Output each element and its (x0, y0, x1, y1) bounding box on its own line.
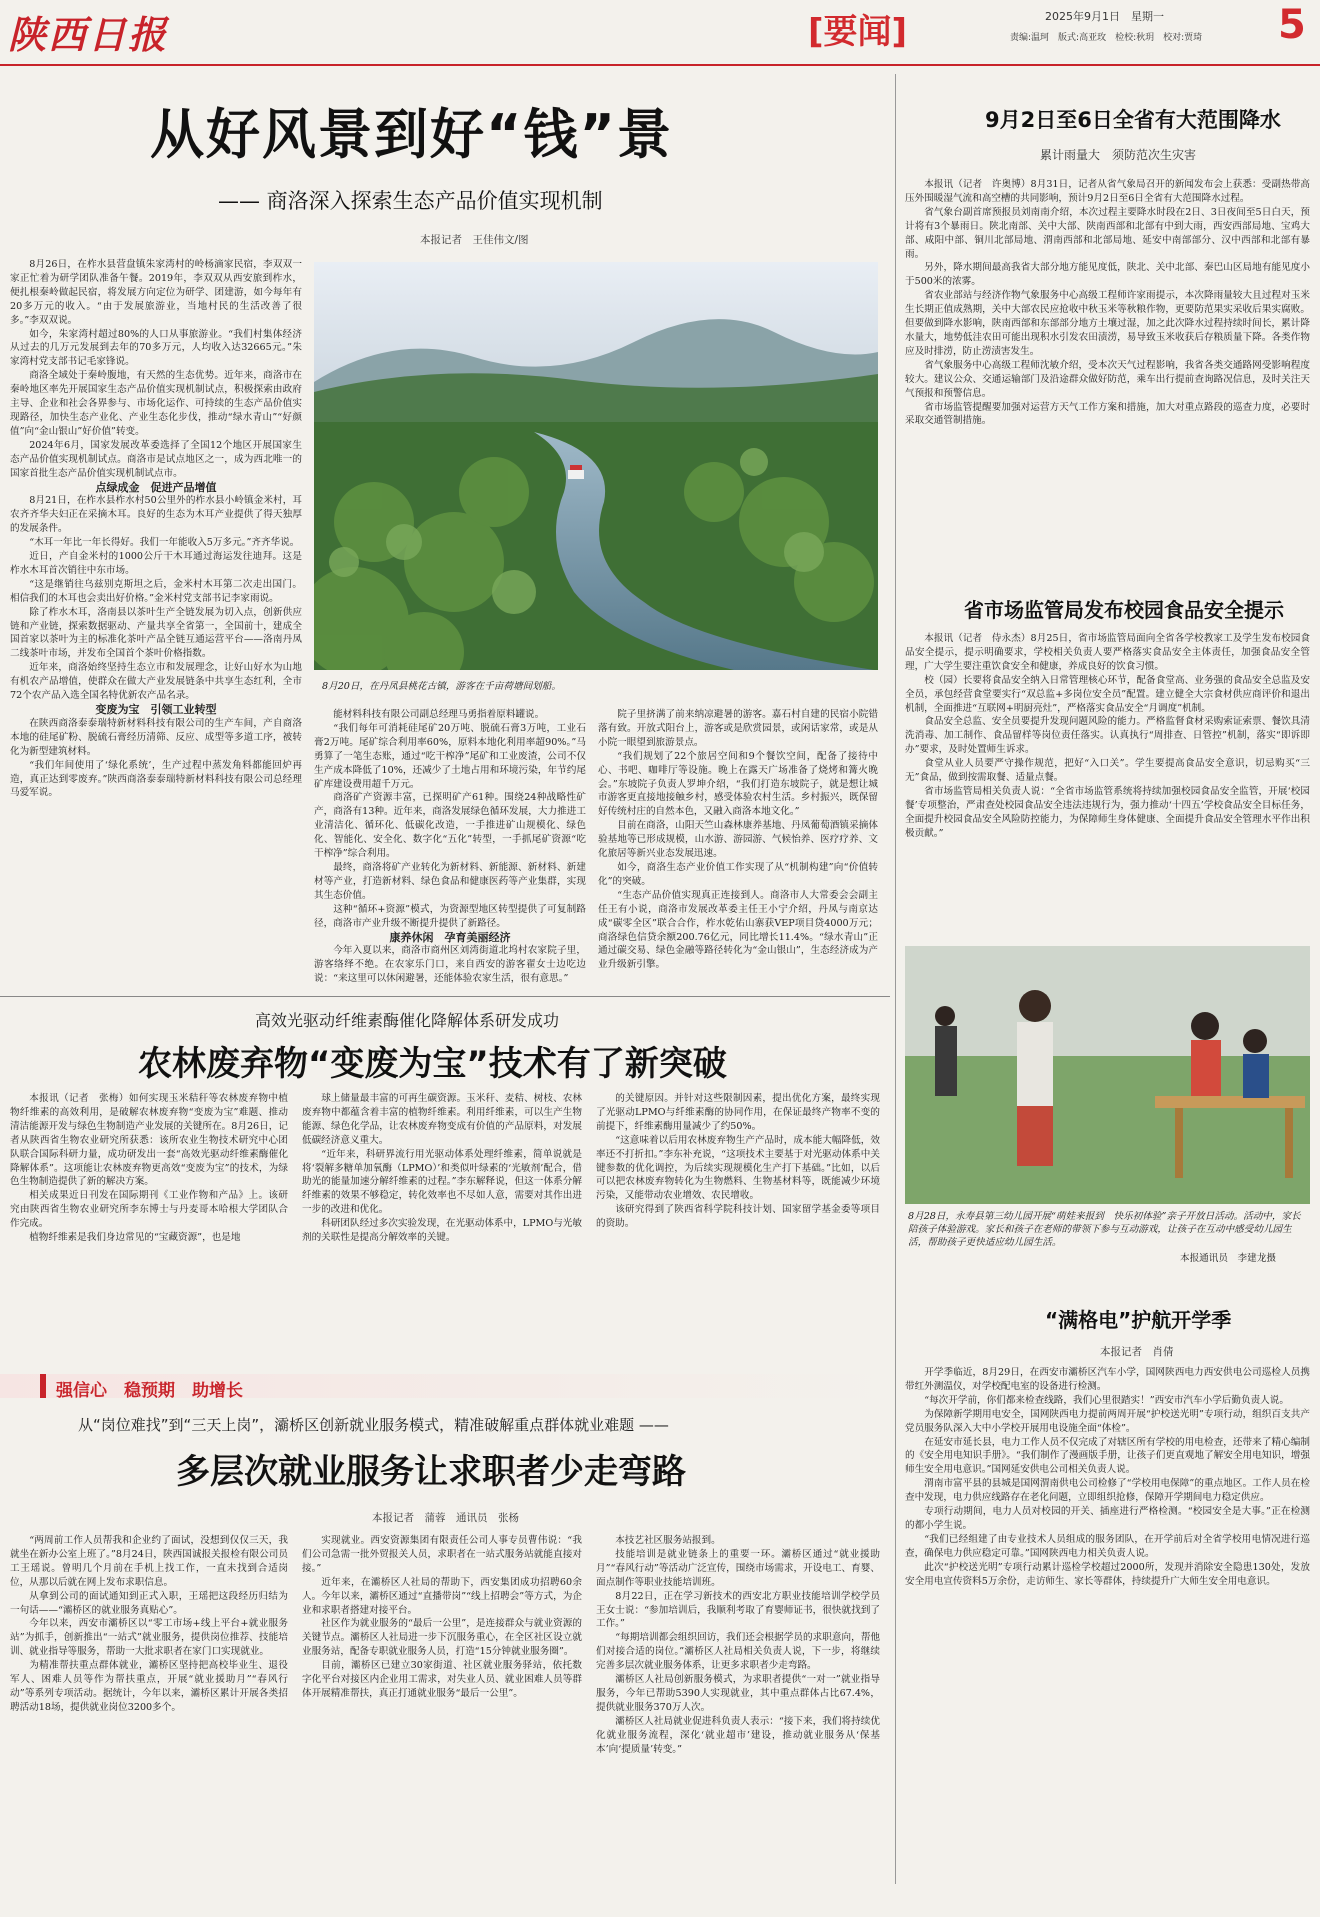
para: 商洛全域处于秦岭腹地，有天然的生态优势。近年来，商洛市在秦岭地区率先开展国家生态产品价值实现机制试点，积极探索由政府主导、企业和社会各界参与、市场化运作、可持续的生态产品价值实现路径，加快生态产业化、产业生态化步伐，推动“绿水青山”“好颜值”向“金山银山”好价值”转变。 (10, 370, 302, 437)
weather-subheadline: 累计雨量大 须防范次生灾害 (1040, 148, 1197, 162)
para: 院子里挤满了前来纳凉避暑的游客。嘉石村自建的民宿小院错落有致。开放式阳台上，游客或是欣赏园景，或闲话家常，或是从小院一眼望到旅游景点。 (598, 709, 878, 748)
photo-illustration (314, 262, 878, 670)
masthead-logo: 陕西日报 (8, 12, 169, 57)
header-rule (0, 64, 1320, 66)
para: 除了柞水木耳，洛南县以茶叶生产全链发展为切入点，创新供应链和产业链，探索数据驱动、产量共享全省第一，全国前十，建成全国首家以茶叶为主的标准化茶叶产品全链互通运营平台——洛南丹凤二线茶叶市场，并发布全国首个茶叶价格指数。 (10, 606, 302, 660)
para: 本报讯（记者 张梅）如何实现玉米秸秆等农林废弃物中植物纤维素的高效利用，是破解农林废弃物“变废为宝”难题、推动清洁能源开发与绿色生物制造产业发展的关键所在。8月26日，记者从陕西省生物农业研究所获悉：该所农业生物技术研究中心团队联合国际科研力量，成功研发出一套“高效光驱动纤维素酶催化降解体系”。这项能让农林废弃物更高效“变废为宝”的技术，为绿色生物制造提供了新的解决方案。 (10, 1093, 288, 1188)
main-col1 (10, 258, 302, 852)
para: “我们年间使用了‘绿化系统’，生产过程中蒸发角料都能回炉再造，真正达到零废弃。”陕西商洛泰泰瑞特新材料科技有限公司总经理马爱军说。 (10, 759, 302, 799)
para: 省气象服务中心高级工程师沈敏介绍，受本次天气过程影响，我省各类交通路网受影响程度较大。建议公众、交通运输部门及沿途群众做好防范，乘车出行提前查询路况信息，及时关注天气预报和预警信息。 (905, 359, 1310, 399)
para: 这种“循环+资源”模式，为资源型地区转型提供了可复制路径，商洛市产业升级不断提升提供了新路径。 (314, 903, 586, 929)
para: 实现就业。西安资源集团有限责任公司人事专员曹伟说：“我们公司急需一批外贸报关人员，求职者在一站式服务站就能直接对接。” (302, 1535, 582, 1574)
subhead: 康养休闲 孕育美丽经济 (389, 930, 511, 944)
power-body (905, 1366, 1310, 1906)
tech-col2 (302, 1092, 582, 1342)
food-headline: 省市场监管局发布校园食品安全提示 (964, 598, 1284, 622)
para: “我们规划了22个旅居空间和9个餐饮空间，配备了接待中心、书吧、咖啡厅等设施。晚上在露天广场准备了烧烤和篝火晚会。”东坡院子负责人罗坤介绍，“我们打造东坡院子，就是想让城市游客更直接地接触乡村，感受体验农村生活。乡村振兴，既保留好传统村庄的自然本色，又融入商洛本地文化。” (598, 750, 878, 818)
para: 开学季临近，8月29日，在西安市灞桥区汽车小学，国网陕西电力西安供电公司巡检人员携带红外测温仪，对学校配电室的设备进行检测。 (905, 1367, 1310, 1392)
lotus-pond-photo (314, 262, 878, 670)
para: 在陕西商洛泰泰瑞特新材料科技有限公司的生产车间，产自商洛本地的硅尾矿粉、脱硫石膏经历清筛、反应、成型等多道工序，被转化为新型建筑材料。 (10, 717, 302, 757)
para: 今年入夏以来，商洛市商州区刘湾街道北坞村农家院子里，游客络绎不绝。在农家乐门口，来自西安的游客翟女士边吃边说：“来这里可以休闲避暑，还能体验农家生活，很有意思。” (314, 945, 586, 985)
para: “两周前工作人员帮我和企业约了面试，没想到仅仅三天，我就坐在新办公室上班了。”8月24日，陕西国诚报关报检有限公司员工王瑶说。曾明几个月前在手机上找工作，一直未找到合适岗位，从那以后就在网上发布求职信息。 (10, 1535, 288, 1588)
para: 如今，商洛生态产业价值工作实现了从“机制构建”向“价值转化”的突破。 (598, 861, 878, 887)
jobs-col2 (302, 1534, 582, 1906)
para: 省市场监管提醒要加强对运营方天气工作方案和措施，加大对重点路段的巡查力度，必要时采取交通管制措施。 (905, 401, 1310, 427)
food-body (905, 632, 1310, 930)
para: 今年以来，西安市灞桥区以“零工市场+线上平台+就业服务站”为抓手，创新推出“一站式”就业服务，提供岗位推荐、技能培训、就业指导等服务，帮助一大批求职者在家门口实现就业。 (10, 1618, 288, 1658)
para: 省气象台副首席预报员刘南南介绍，本次过程主要降水时段在2日、3日夜间至5日白天，预计将有3个暴雨日。陕北南部、关中大部、陕南西部和北部有中到大雨，西安西部局地、宝鸡大部、咸阳中部、铜川北部局地、渭南西部和北部局地、延安中南部部分、汉中西部和北部有暴雨。 (905, 206, 1310, 260)
para: 8月21日，在柞水县柞水村50公里外的柞水县小岭镇金米村，耳农齐齐华夫妇正在采摘木耳。良好的生态为木耳产业提供了得天独厚的发展条件。 (10, 495, 302, 535)
para: “每次开学前，你们都来检查线路，我们心里很踏实！”西安市汽车小学后勤负责人说。 (924, 1394, 1289, 1406)
para: “近年来，科研界流行用光驱动体系处理纤维素，简单说就是将‘裂解多糖单加氧酶（LPMO）’和类似叶绿素的‘光敏剂’配合，借助光的能量加速分解纤维素的过程。”李东解释说，但这一体系分解纤维素的效果不够稳定，转化效率也不尽如人意，需要对其作出进一步的改进和优化。 (302, 1148, 582, 1216)
section-rule (0, 996, 890, 997)
banner-accent (40, 1374, 46, 1398)
tech-col1 (10, 1092, 288, 1342)
column-divider (895, 74, 896, 1884)
jobs-col1 (10, 1534, 288, 1906)
jobs-byline: 本报记者 蒲蓉 通讯员 张杨 (372, 1512, 519, 1524)
main-col2 (314, 708, 586, 988)
para: 社区作为就业服务的“最后一公里”，是连接群众与就业资源的关键节点。灞桥区人社局进一步下沉服务重心，在全区社区设立就业服务站，配备专职就业服务人员，打造“15分钟就业服务圈”。 (302, 1618, 582, 1658)
para: 8月26日，在柞水县营盘镇朱家湾村的岭杨滴家民宿，李双双一家正忙着为研学团队准备午餐。2019年，李双双从西安旅到柞水，便扎根秦岭做起民宿，将发展方向定位为研学、团建游，如今每年有20多万元的收入。“由于发展旅游业，当地村民的生活改善了很多。”李双双说。 (10, 259, 302, 326)
main-col3 (598, 708, 878, 988)
para: 球上储量最丰富的可再生碳资源。玉米秆、麦秸、树枝、农林废弃物中都蕴含着丰富的植物纤维素。利用纤维素，可以生产生物能源、绿色化学品，让农林废弃物变成有价值的产品原料，对发展低碳经济意义重大。 (302, 1093, 582, 1146)
editor-credits: 责编:温珂 版式:高亚玫 检校:秋玥 校对:贾琦 (1010, 33, 1203, 43)
main-headline: 从好风景到好“钱”景 (150, 103, 673, 166)
main-subheadline: —— 商洛深入探索生态产品价值实现机制 (218, 189, 603, 213)
issue-date: 2025年9月1日 星期一 (1045, 10, 1164, 23)
para: 相关成果近日刊发在国际期刊《工业作物和产品》上。该研究由陕西省生物农业研究所李东博士与丹麦哥本哈根大学团队合作完成。 (10, 1190, 288, 1230)
para: 2024年6月，国家发展改革委选择了全国12个地区开展国家生态产品价值实现机制试点。商洛市是试点地区之一，成为西北唯一的国家首批生态产品价值实现机制试点市。 (10, 439, 302, 479)
para: 目前在商洛，山阳天竺山森林康养基地、丹凤葡萄酒镇采摘体验基地等已形成规模，山水游、游园游、气候怡养、医疗疗养、文化旅居等新兴业态发展迅速。 (598, 820, 878, 860)
para: 食堂从业人员要严守操作规范，把好“入口关”。学生要提高食品安全意识，切忌购买“三无”食品，做到按需取餐、适量点餐。 (905, 758, 1310, 784)
weather-body (905, 178, 1310, 572)
para: 专项行动期间，电力人员对校园的开关、插座进行严格检测。“校园安全是大事。”正在检测的都小学生说。 (905, 1506, 1310, 1531)
para: 在延安市延长县，电力工作人员不仅完成了对辖区所有学校的用电检查，还带来了精心编制的《安全用电知识手册》。“我们制作了漫画版手册，让孩子们更直观地了解安全用电知识，增强师生安全用电意识。”国网延安供电公司相关负责人说。 (905, 1436, 1310, 1476)
jobs-kicker: 从“岗位难找”到“三天上岗”，灞桥区创新就业服务模式，精准破解重点群体就业难题 —— (78, 1416, 669, 1434)
subhead: 点绿成金 促进产品增值 (95, 480, 217, 494)
para: 技能培训是就业链条上的重要一环。灞桥区通过“就业援助月”“春风行动”等活动广泛宣传，围绕市场需求，开设电工、育婴、面点制作等职业技能培训班。 (596, 1548, 880, 1588)
para: 近日，产自金米村的1000公斤干木耳通过海运发往迪拜。这是柞水木耳首次销往中东市场。 (10, 551, 302, 576)
para: 该研究得到了陕西省科学院科技计划、国家留学基金委等项目的资助。 (596, 1204, 880, 1230)
para: “这是继销往乌兹别克斯坦之后，金米村木耳第二次走出国门。相信我们的木耳也会卖出好价格。”金米村党支部书记李家雨说。 (10, 578, 302, 604)
para: 省市场监管局相关负责人说：“全省市场监管系统将持续加强校园食品安全监管，开展‘校园餐’专项整治，严肃查处校园食品安全违法违规行为，强力推动‘十四五’学校食品安全目标任务，全面提升校园食品安全风险防控能力，为保障师生身体健康、全面提升食品安全管理水平作出积极贡献。” (905, 785, 1310, 839)
para: 为保障新学期用电安全，国网陕西电力提前两周开展“护校送光明”专项行动，组织百支共产党员服务队深入大中小学校开展用电设施全面“体检”。 (905, 1408, 1310, 1434)
para: 本报讯（记者 侍永杰）8月25日，省市场监管局面向全省各学校教家工及学生发布校园食品安全提示，提示明确要求，学校相关负责人要严格落实食品安全主体责任，加强食品安全管理，广大学生要注重饮食安全和健康，养成良好的饮食习惯。 (905, 633, 1310, 672)
section-label: [要闻] (808, 12, 908, 52)
para: 灞桥区人社局就业促进科负责人表示：“接下来，我们将持续优化就业服务流程，深化‘就业超市’建设，推动就业服务从‘保基本’向‘提质量’转变。” (596, 1715, 880, 1755)
subhead: 变废为宝 引领工业转型 (95, 703, 217, 716)
para: “这意味着以后用农林废弃物生产产品时，成本能大幅降低，效率还不打折扣。”李东补充说，“这项技术主要基于对光驱动体系中关键参数的优化调控，为后续实现规模化生产打下基础。”比如，以后可以把农林废弃物转化为生物燃料、生物基材料等，既能减少环境污染，又能带动农业增效、农民增收。 (596, 1134, 880, 1202)
para: “每期培训都会组织回访，我们还会根据学员的求职意向，帮他们对接合适的岗位。”灞桥区人社局相关负责人说，下一步，将继续完善多层次就业服务体系，让更多求职者少走弯路。 (596, 1632, 880, 1672)
jobs-headline: 多层次就业服务让求职者少走弯路 (176, 1452, 686, 1492)
para: 省农业部站与经济作物气象服务中心高级工程师许家雨提示，本次降雨量较大且过程对玉米生长期正值成熟期，关中大部农民应抢收中秋玉米等秋粮作物，更要防范果实采收后果实腐败。但要做到降水影响，陕南西部和东部部分地方土壤过湿，加之此次降水过程持续时间长，累计降水量大，地势低洼农田可能出现积水引发农田渍涝，易导致玉米收获后存粮质量下降。各类作物应及时排涝，防止涝渍害发生。 (905, 290, 1310, 357)
para: 最终，商洛将矿产业转化为新材料、新能源、新材料、新建材等产业，打造新材料、绿色食品和健康医药等产业集群，实现其生态价值。 (314, 861, 586, 901)
page-number: 5 (1278, 2, 1306, 48)
para: 如今，朱家湾村超过80%的人口从事旅游业。“我们村集体经济从过去的几万元发展到去年的70多万元，人均收入达32665元。”朱家湾村党支部书记毛家锋说。 (10, 328, 302, 368)
para: 8月22日，正在学习新技术的西安北方职业技能培训学校学员王女士说：“参加培训后，我顺利考取了育婴师证书，很快就找到了工作。” (596, 1590, 880, 1630)
photo-credit: 本报通讯员 李建龙摄 (1180, 1253, 1276, 1264)
para: “生态产品价值实现真正连接到人。商洛市人大常委会会副主任王有小说，商洛市发展改革委主任王小宁介绍，丹凤与南京达成“碳零全区”联合合作，柞水乾佑山寨获VEP项目贷4000万元；商洛绿色信贷余额200.76亿元，同比增长11.4%。“绿水青山”正通过碳交易、绿色金融等路径转化为“金山银山”，生态经济成为产业升级新引擎。 (598, 889, 878, 971)
tech-headline: 农林废弃物“变废为宝”技术有了新突破 (138, 1044, 727, 1084)
para: 能材料科技有限公司副总经理马勇指着原料罐说。 (333, 709, 545, 720)
kindergarten-photo (905, 946, 1310, 1204)
para: 植物纤维素是我们身边常见的“宝藏资源”，也是地 (29, 1232, 241, 1244)
para: “我们每年可消耗硅尾矿20万吨、脱硫石膏3万吨，工业石膏2万吨。尾矿综合利用率60%，原料本地化利用率超90%。”马勇算了一笔生态账，通过“吃干榨净”尾矿和工业废渣，公司不仅生产成本降低了10%，还减少了土地占用和环境污染，年节约尾矿库建设费用超千万元。 (314, 722, 586, 790)
photo-caption: 8月20日，在丹凤县桃花古镇，游客在千亩荷塘间划船。 (322, 681, 561, 692)
para: 此次“护校送光明”专项行动累计巡检学校超过2000所，发现并消除安全隐患130处，发放安全用电宣传资料5万余份，走访师生、家长等群体，持续提升广大师生安全用电意识。 (905, 1561, 1310, 1587)
para: 本报讯（记者 许奥博）8月31日，记者从省气象局召开的新闻发布会上获悉：受副热带高压外围暖湿气流和高空槽的共同影响，预计9月2日至6日全省有大范围降水过程。 (905, 179, 1310, 204)
power-headline: “满格电”护航开学季 (1045, 1308, 1232, 1332)
para: 近年来，在灞桥区人社局的帮助下，西安集团成功招聘60余人。今年以来，灞桥区通过“直播带岗”“线上招聘会”等方式，为企业和求职者搭建对接平台。 (302, 1576, 582, 1616)
weather-headline: 9月2日至6日全省有大范围降水 (985, 108, 1281, 132)
tech-col3 (596, 1092, 880, 1342)
kindergarten-caption: 8月28日，永寿县第三幼儿园开展“萌娃来报到 快乐初体验”亲子开放日活动。活动中，家长陪孩子体验游戏。家长和孩子在老师的带领下参与互动游戏，让孩子在互动中感受幼儿园生活，帮助孩子更快适应幼儿园生活。 (908, 1211, 1301, 1248)
para: 灞桥区人社局创新服务模式，为求职者提供“一对一”就业指导服务，今年已帮助5390人实现就业，其中重点群体占比67.4%，提供就业服务370万人次。 (596, 1674, 880, 1713)
para: 商洛矿产资源丰富，已探明矿产61种。围绕24种战略性矿产，商洛有13种。近年来，商洛发展绿色循环发展，大力推进工业清洁化、循环化、低碳化改造，一手推进矿山规模化、绿色化、智能化、安全化、数字化“五化”转型，一手抓尾矿资源“吃干榨净”综合利用。 (314, 792, 586, 860)
para: 目前，灞桥区已建立30家街道、社区就业服务驿站，依托数字化平台对接区内企业用工需求，对失业人员、就业困难人员等群体开展精准帮扶，真正打通就业服务“最后一公里”。 (302, 1660, 582, 1699)
tech-kicker: 高效光驱动纤维素酶催化降解体系研发成功 (255, 1011, 560, 1030)
para: 科研团队经过多次实验发现，在光驱动体系中，LPMO与光敏剂的关联性是提高分解效率的关键。 (302, 1218, 582, 1244)
para: 近年来，商洛始终坚持生态立市和发展理念，让好山好水为山地有机农产品增值，使群众在做大产业发展链条中共享生态红利，全市72个农产品入选全国名特优新农产品名录。 (10, 662, 302, 702)
para: 另外，降水期间最高我省大部分地方能见度低，陕北、关中北部、秦巴山区局地有能见度小于500米的浓雾。 (905, 262, 1310, 288)
para: 为精准帮扶重点群体就业，灞桥区坚持把高校毕业生、退役军人、困难人员等作为帮扶重点，开展“就业援助月”“春风行动”等系列专项活动。据统计，今年以来，灞桥区累计开展各类招聘活动18场，提供就业岗位3200多个。 (10, 1660, 288, 1713)
para: 校（园）长要将食品安全纳入日常管理核心环节，配备食堂高、业务强的食品安全总监及安全员，承包经营食堂要实行“双总监+多岗位安全员”配置。建立健全大宗食材供应商评价和退出机制，全面推进“互联网+明厨亮灶”，严格落实食品安全“月调度”机制。 (905, 674, 1310, 714)
jobs-col3 (596, 1534, 880, 1906)
para: 食品安全总监、安全员要提升发现问题风险的能力。严格监督食材采购索证索票、餐饮具清洗消毒、加工制作、食品留样等岗位责任落实。认真执行“周排查、日管控”机制，落实“即诉即办”要求，及时处置师生诉求。 (905, 716, 1310, 756)
photo-illustration (905, 946, 1310, 1204)
para: 从拿到公司的面试通知到正式入职，王瑶把这段经历归结为一句话——“灞桥区的就业服务真贴心”。 (10, 1590, 288, 1616)
main-byline: 本报记者 王佳伟文/图 (420, 234, 529, 246)
para: 本技艺社区服务站报到。 (615, 1535, 721, 1546)
para: “我们已经组建了由专业技术人员组成的服务团队，在开学前后对全省学校用电情况进行巡查，确保电力供应稳定可靠。”国网陕西电力相关负责人说。 (905, 1533, 1310, 1559)
para: “木耳一年比一年长得好。我们一年能收入5万多元。”齐齐华说。 (29, 537, 300, 549)
para: 的关键原因。并针对这些限制因素，提出优化方案，最终实现了光驱动LPMO与纤维素酶的协同作用，在保证最终产物率不变的前提下，纤维素酶用量减少了约50%。 (596, 1093, 880, 1132)
power-byline: 本报记者 肖倩 (1100, 1346, 1174, 1358)
jobs-banner: 强信心 稳预期 助增长 (56, 1381, 243, 1401)
para: 渭南市富平县的县城是国网渭南供电公司检修了“学校用电保障”的重点地区。工作人员在检查中发现，电力供应线路存在老化问题，立即组织抢修，保障开学期间电力稳定供应。 (905, 1478, 1310, 1504)
